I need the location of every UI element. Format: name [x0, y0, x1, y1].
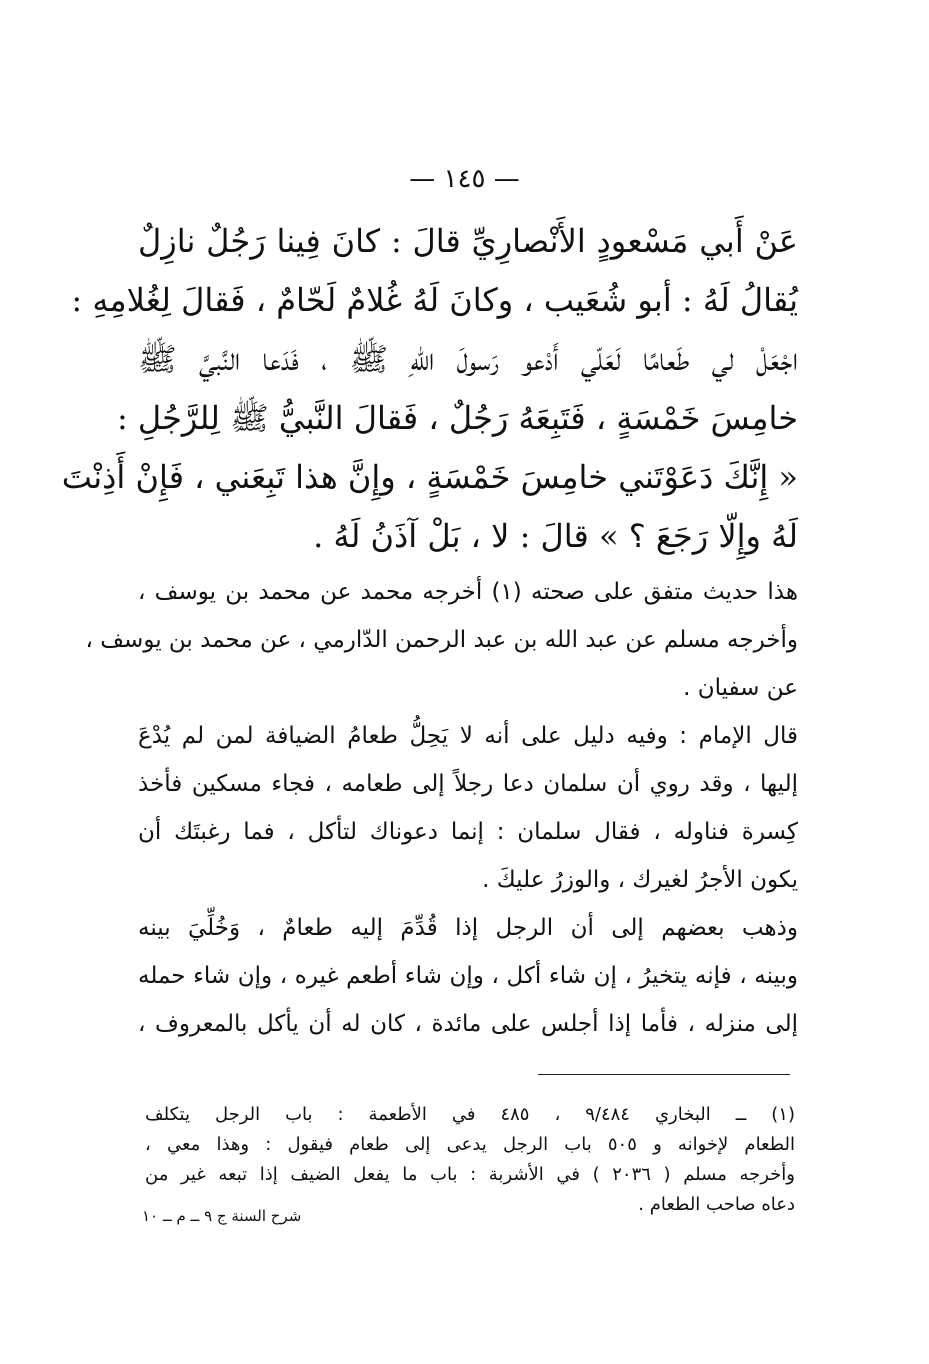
hadith-line: لَهُ وإِلّا رَجَعَ ؟ » قالَ : لا ، بَلْ آذَنُ لَهُ . — [313, 517, 798, 555]
footnote-divider — [538, 1074, 790, 1075]
footnote-line: الطعام لإخوانه و ٥٠٥ باب الرجل يدعى إلى طعام فيقول : وهذا معي ، — [145, 1134, 795, 1155]
imam-line: يكون الأجرُ لغيرك ، والوزرُ عليكَ . — [482, 867, 798, 893]
source-line: عن سفيان . — [683, 675, 798, 701]
other-opinion-paragraph — [138, 904, 798, 1048]
footnote-line: (١) ــ البخاري ٩/٤٨٤ ، ٤٨٥ في الأطعمة : باب الرجل يتكلف — [145, 1104, 795, 1125]
signature-mark: شرح السنة ج ٩ ــ م ــ ١٠ — [142, 1207, 302, 1225]
other-line: إلى منزله ، فأما إذا أجلس على مائدة ، كان له أن يأكل بالمعروف ، — [138, 1011, 798, 1037]
other-line: وذهب بعضهم إلى أن الرجل إذا قُدِّمَ إليه طعامٌ ، وَخُلِّيَ بينه — [138, 915, 798, 941]
imam-line: قال الإمام : وفيه دليل على أنه لا يَحِلُّ طعامُ الضيافة لمن لم يُدْعَ — [138, 723, 798, 749]
hadith-line: خامِسَ خَمْسَةٍ ، فَتَبِعَهُ رَجُلٌ ، فَقالَ النَّبيُّ ﷺ لِلرَّجُلِ : — [116, 399, 798, 437]
footnote-line: وأخرجه مسلم ( ٢٠٣٦ ) في الأشربة : باب ما يفعل الضيف إذا تبعه غير من — [145, 1164, 795, 1185]
footnote — [145, 1100, 795, 1220]
hadith-line: عَنْ أَبي مَسْعودٍ الأَنْصارِيِّ قالَ : كانَ فِينا رَجُلٌ نازِلٌ — [138, 222, 799, 260]
hadith-line: اجْعَلْ لي طَعامًا لَعَلّي أَدْعو رَسولَ اللهِ ﷺ ، فَدَعا النَّبيَّ ﷺ — [138, 340, 798, 378]
hadith-line: « إِنَّكَ دَعَوْتَني خامِسَ خَمْسَةٍ ، وإِنَّ هذا تَبِعَني ، فَإِنْ أَذِنْتَ — [61, 458, 798, 496]
source-line: وأخرجه مسلم عن عبد الله بن عبد الرحمن الدّارمي ، عن محمد بن يوسف ، — [85, 627, 798, 653]
source-paragraph — [85, 568, 798, 712]
other-line: وبينه ، فإنه يتخيرُ ، إن شاء أكل ، وإن شاء أطعم غيره ، وإن شاء حمله — [138, 963, 798, 989]
hadith-text — [61, 212, 799, 566]
imam-line: إليها ، وقد روي أن سلمان دعا رجلاً إلى طعامه ، فجاء مسكين فأخذ — [138, 771, 798, 797]
hadith-line: يُقالُ لَهُ : أبو شُعَيب ، وكانَ لَهُ غُلامٌ لَحّامٌ ، فَقالَ لِغُلامِهِ : — [71, 281, 798, 319]
footnote-line: دعاه صاحب الطعام . — [638, 1194, 795, 1215]
imam-paragraph — [138, 712, 798, 904]
imam-line: كِسرة فناوله ، فقال سلمان : إنما دعوناك لتأكل ، فما رغبتَك أن — [138, 819, 798, 845]
source-line: هذا حديث متفق على صحته (١) أخرجه محمد عن محمد بن يوسف ، — [138, 579, 798, 605]
page-number: — ١٤٥ — — [409, 164, 520, 194]
